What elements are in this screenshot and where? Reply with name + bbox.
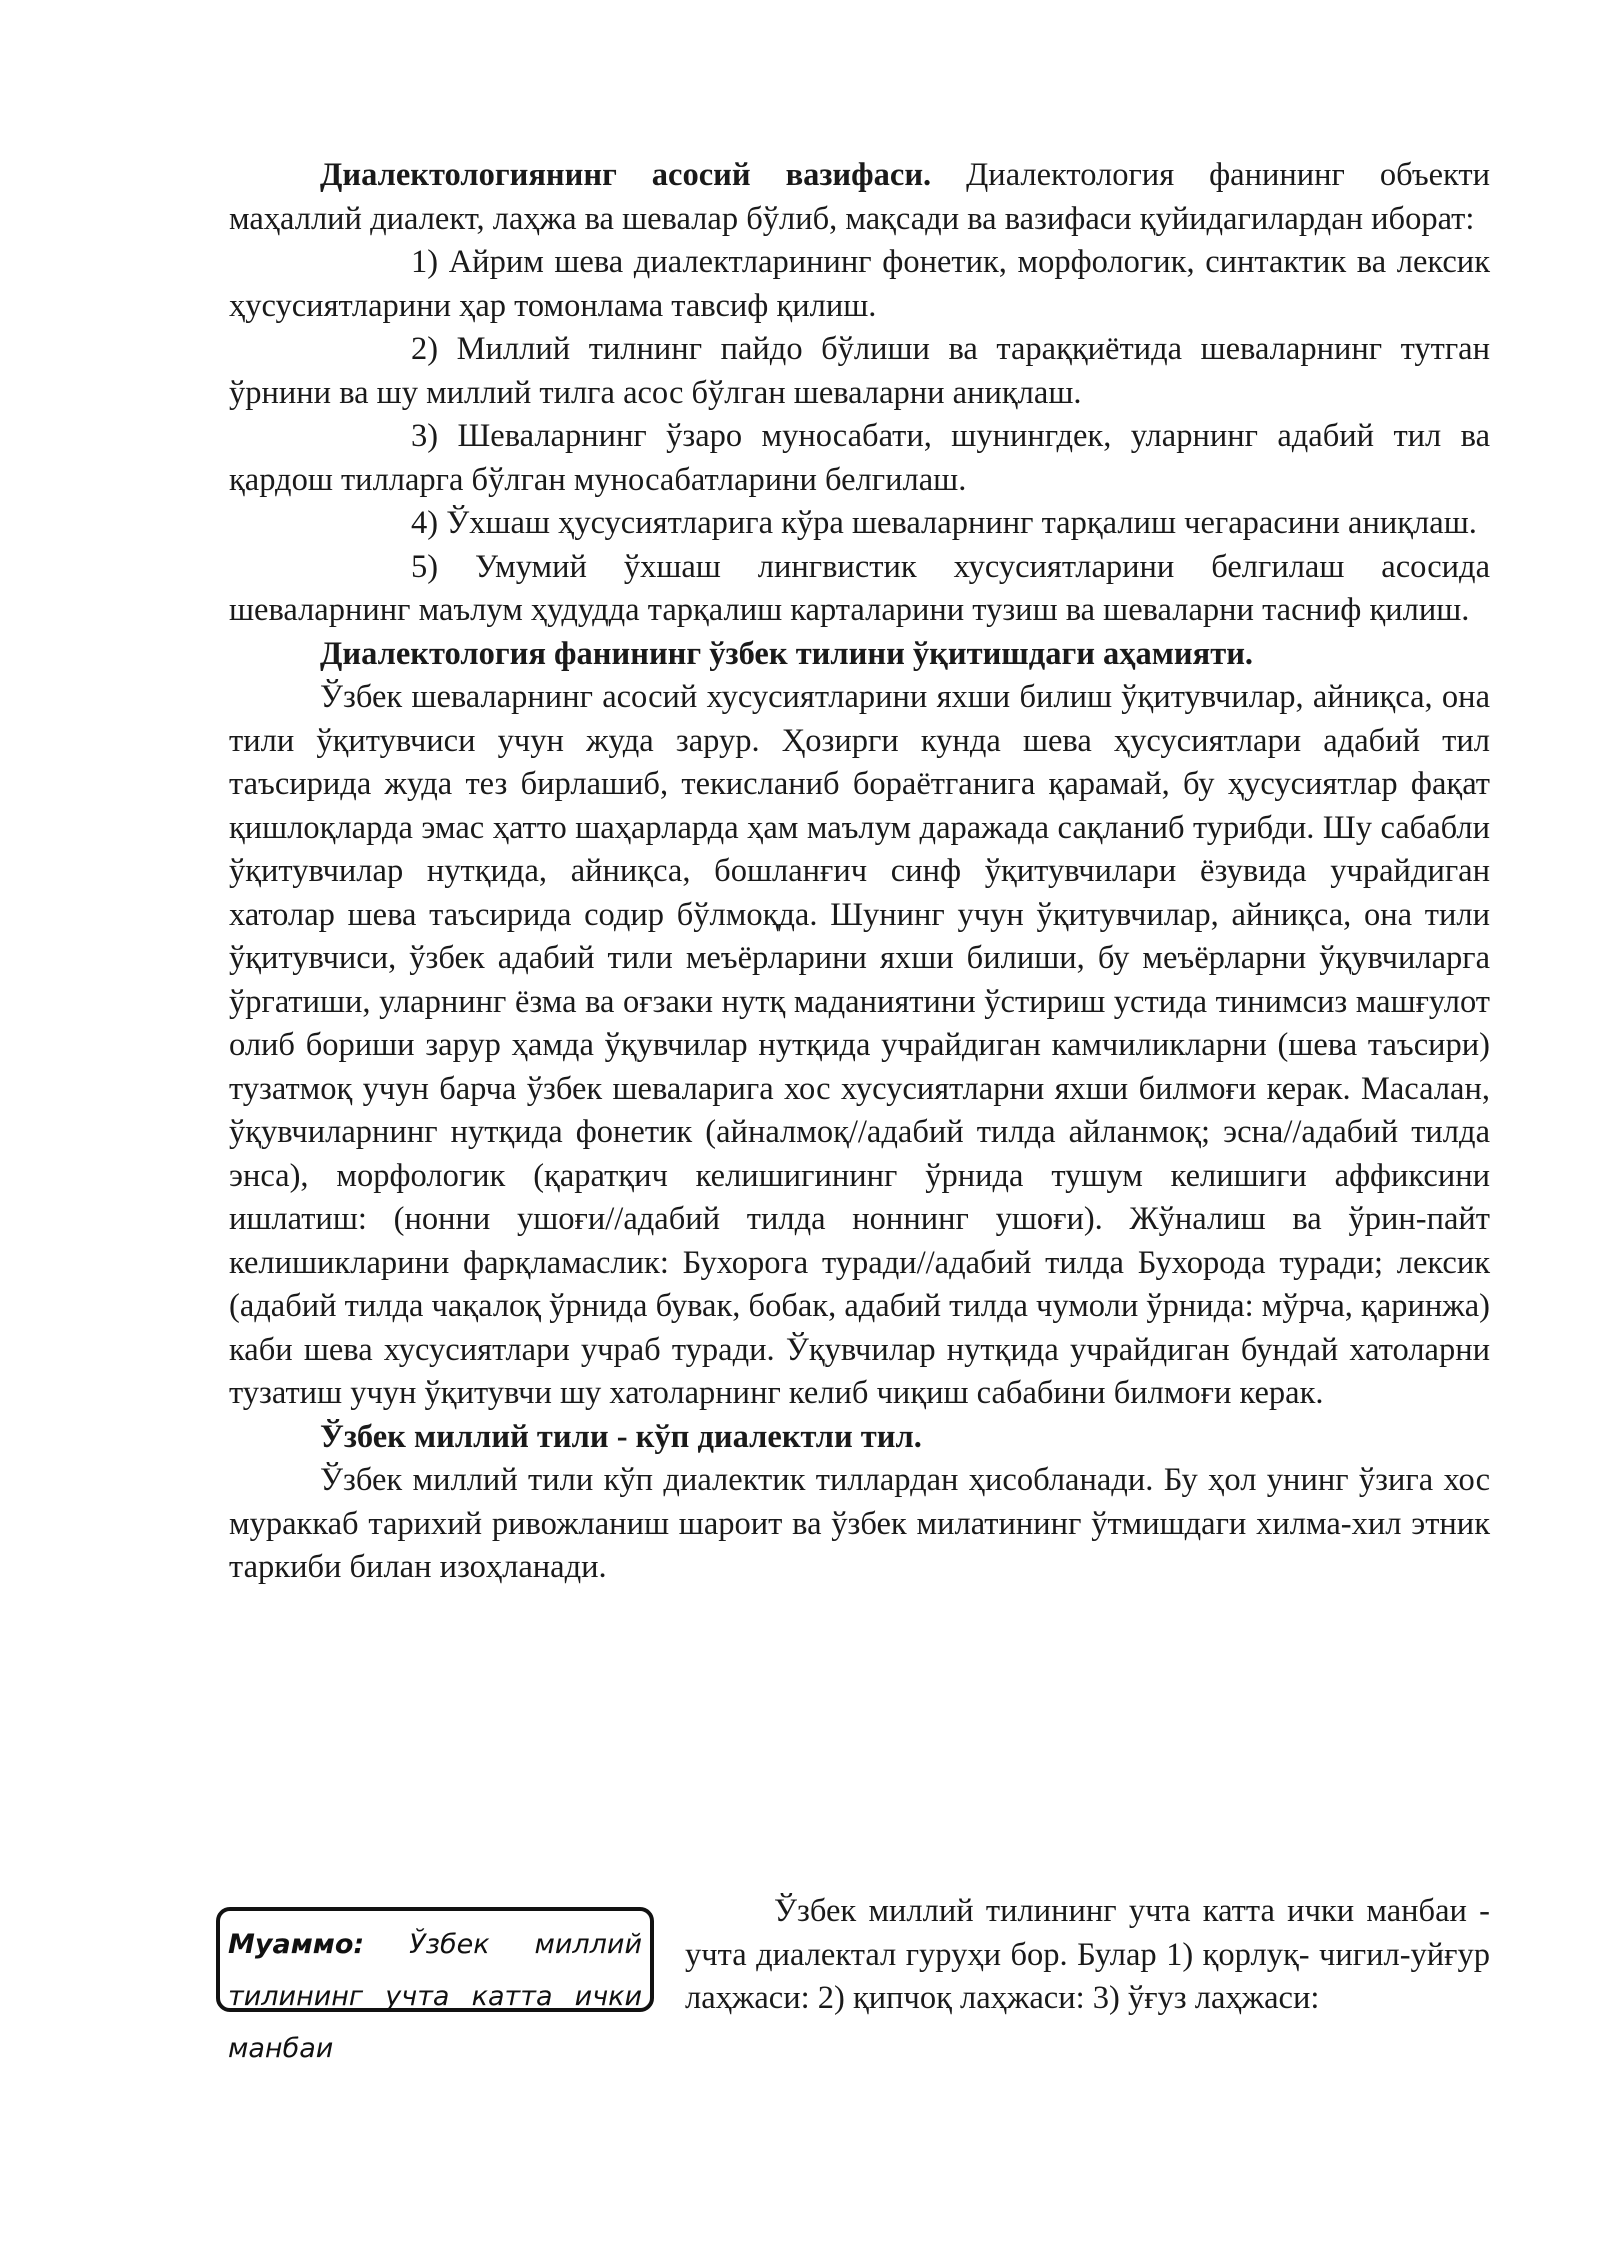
- section-1-intro: [229, 154, 1490, 241]
- list-item-text: Шеваларнинг ўзаро муносабати, шунингдек, уларнинг адабий тил ва қардош тилларга бўлган муносабатларини белгилаш.: [229, 418, 1491, 498]
- problem-callout-text: [220, 1911, 650, 2075]
- list-item-number: 1): [411, 244, 439, 280]
- section-2-heading: Диалектология фанининг ўзбек тилини ўқитишдаги аҳамияти.: [320, 635, 1254, 672]
- list-item-text: Ўхшаш ҳусусиятларига кўра шеваларнинг тарқалиш чегарасини аниқлаш.: [446, 505, 1477, 541]
- list-item-number: 2): [411, 331, 439, 367]
- problem-callout-box: [216, 1907, 654, 2064]
- section-1-intro-text: Диалектология фанининг объекти маҳаллий диалект, лаҳжа ва шевалар бўлиб, мақсади ва вазифаси қуйидагилардан иборат:: [229, 157, 1491, 237]
- section-2-body: Ўзбек шеваларнинг асосий хусусиятларини яхши билиш ўқитувчилар, айниқса, она тили ўқитувчиси учун жуда зарур. Ҳозирги кунда шева ҳусусиятлари адабий тил таъсирида жуда тез бирлашиб, текисланиб бораётганига қарамай, бу ҳусусиятлар фақат қишлоқларда эмас ҳатто шаҳарларда ҳам маълум даражада сақланиб турибди. Шу сабабли ўқитувчилар нутқида, айниқса, бошланғич синф ўқитувчилари ёзувида учрайдиган хатолар шева таъсирида содир бўлмоқда. Шунинг учун ўқитувчилар, айниқса, она тили ўқитувчиси, ўзбек адабий тили меъёрларини яхши билиши, бу меъёрларни ўқувчиларга ўргатиши, уларнинг ёзма ва оғзаки нутқ маданиятини ўстириш устида тинимсиз машғулот олиб бориши зарур ҳамда ўқувчилар нутқида учрайдиган камчиликларни (шева таъсири) тузатмоқ учун барча ўзбек шеваларига хос хусусиятларни яхши билмоғи керак. Масалан, ўқувчиларнинг нутқида фонетик (айналмоқ//адабий тилда айланмоқ; эсна//адабий тилда энса), морфологик (қаратқич келишигининг ўрнида тушум келишиги аффиксини ишлатиш: (нонни ушоғи//адабий тилда ноннинг ушоғи). Жўналиш ва ўрин-пайт келишикларини фарқламаслик: Бухорога туради//адабий тилда Бухорода туради; лексик (адабий тилда чақалоқ ўрнида бувак, бобак, адабий тилда чумоли ўрнида: мўрча, қаринжа) каби шева хусусиятлари учраб туради. Ўқувчилар нутқида учрайдиган бундай хатоларни тузатиш учун ўқитувчи шу хатоларнинг келиб чиқиш сабабини билмоғи керак.: [229, 679, 1490, 1411]
- problem-text: Ўзбек миллий тилининг учта катта ички манбаи: [228, 1929, 642, 2064]
- list-item-number: 5): [411, 548, 439, 585]
- list-item-number: 4): [411, 505, 439, 541]
- list-item: [229, 415, 1490, 502]
- list-item-number: 3): [411, 418, 439, 454]
- problem-label: Муаммо:: [228, 1929, 365, 1960]
- list-item-text: Умумий ўхшаш лингвистик хусусиятларини белгилаш асосида шеваларнинг маълум ҳудудда тарқалиш карталарини тузиш ва шеваларни тасниф қилиш.: [229, 548, 1490, 628]
- section-3-heading: Ўзбек миллий тили - кўп диалектли тил.: [320, 1418, 922, 1455]
- list-item: [229, 328, 1490, 415]
- side-text-column: [685, 1890, 1490, 2021]
- list-item: [229, 546, 1490, 633]
- section-1-heading: Диалектологиянинг асосий вазифаси.: [320, 157, 932, 193]
- document-body: [229, 154, 1490, 1590]
- list-item-text: Айрим шева диалектларининг фонетик, морфологик, синтактик ва лексик ҳусусиятларини ҳар томонлама тавсиф қилиш.: [229, 244, 1490, 324]
- list-item: [229, 502, 1490, 546]
- list-item: [229, 241, 1490, 328]
- list-item-text: Миллий тилнинг пайдо бўлиши ва тараққиётида шеваларнинг тутган ўрнини ва шу миллий тилга асос бўлган шеваларни аниқлаш.: [229, 331, 1491, 411]
- dialect-groups-paragraph: Ўзбек миллий тилининг учта катта ички манбаи - учта диалектал гуруҳи бор. Булар 1) қорлуқ- чигил-уйғур лаҳжаси: 2) қипчоқ лаҳжаси: 3) ўғуз лаҳжаси:: [685, 1893, 1490, 2016]
- section-3-body: Ўзбек миллий тили кўп диалектик тиллардан ҳисобланади. Бу ҳол унинг ўзига хос мураккаб тарихий ривожланиш шароит ва ўзбек милатининг ўтмишдаги хилма-хил этник таркиби билан изоҳланади.: [229, 1462, 1490, 1585]
